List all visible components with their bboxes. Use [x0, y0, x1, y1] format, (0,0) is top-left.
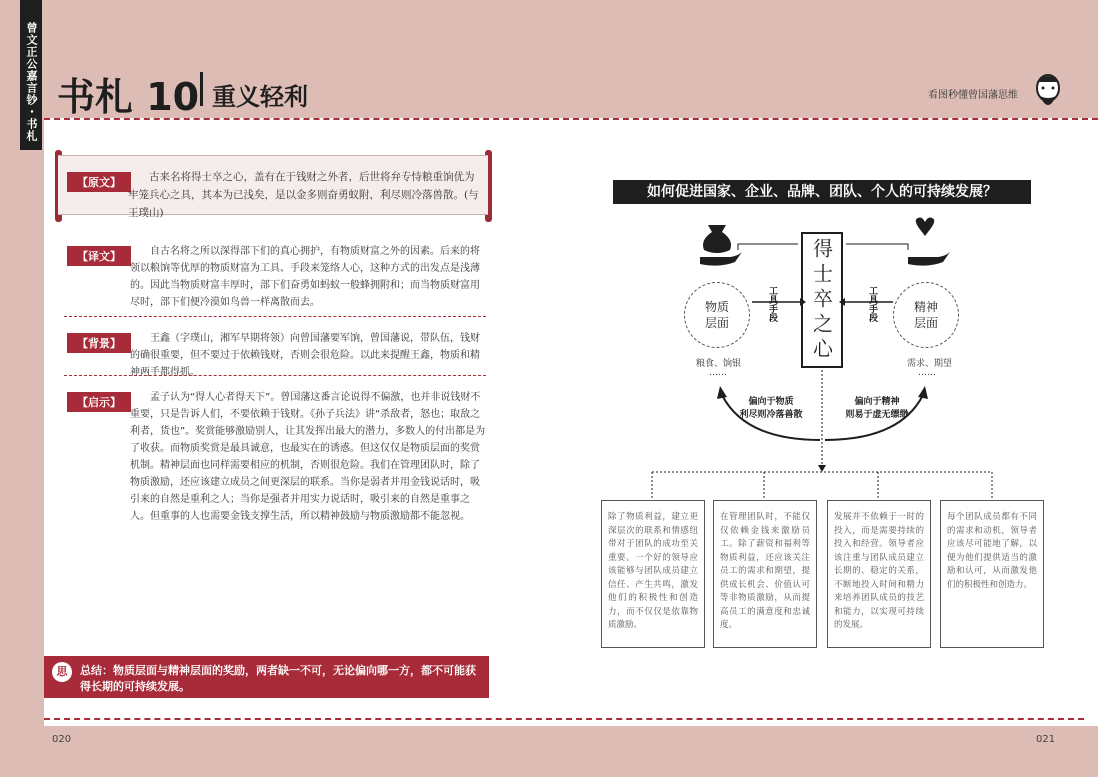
tool-label-right: 工具手段 [867, 286, 877, 322]
background-tag: 【背景】 [67, 333, 131, 353]
bias-spiritual-line1: 偏向于精神 [854, 397, 900, 407]
material-circle-label: 物质层面 [704, 300, 729, 330]
original-tag: 【原文】 [67, 172, 131, 192]
bias-spiritual-line2: 则易于虚无缥缈 [845, 410, 909, 420]
spiritual-dots: …… [918, 368, 936, 378]
translation-text: 自古名将之所以深得部下们的真心拥护，有物质财富之外的因素。后来的将领以粮饷等优厚的物质财富为工具、手段来笼络人心，这种方式的出发点是浅薄的。因此当物质财富丰厚时，部下们奋勇如蚂蚁一般蜂拥附和；而当物质财富用尽时，部下们便冷漠如鸟兽一样离散而去。 [130, 246, 480, 308]
series-label: 看图秒懂曾国藩思维 [928, 90, 1018, 101]
center-box: 得士卒之心 [801, 232, 843, 368]
bias-spiritual [834, 396, 920, 422]
bias-material-line1: 偏向于物质 [748, 397, 794, 407]
page-number-right: 021 [1036, 734, 1056, 745]
insight-card: 发展并不依赖于一时的投入，而是需要持续的投入和经营。领导者应该注重与团队成员建立长期的、稳定的关系，不断地投入时间和精力来培养团队成员的技艺和能力，以实现可持续的发展。 [827, 500, 931, 648]
insight-tag: 【启示】 [67, 392, 131, 412]
insight-card: 每个团队成员都有不同的需求和动机，领导者应该尽可能地了解，以便为他们提供适当的激励和认可，从而激发他们的积极性和创造力。 [940, 500, 1044, 648]
material-circle [684, 282, 750, 348]
summary-box: 总结：物质层面与精神层面的奖励，两者缺一不可，无论偏向哪一方，都不可能获得长期的可持续发展。 [44, 656, 489, 698]
page-number-left: 020 [52, 734, 72, 745]
material-items: 粮食、饷银 [696, 359, 742, 369]
spiritual-items: 需求、期望 [907, 359, 953, 369]
spine-label: 曾文正公嘉言钞・书札 [20, 0, 42, 150]
material-dots: …… [709, 368, 727, 378]
spiritual-circle [893, 282, 959, 348]
insight-text: 孟子认为“得人心者得天下”。曾国藩这番言论说得不偏激，也并非说钱财不重要，只是告诉人们，不要依赖于钱财。《孙子兵法》讲“杀敌者，怒也；取敌之利者，货也”。奖赏能够激励别人，让其发挥出最大的潜力，多数人的付出都是为了收获。而物质奖赏是最具诚意，也最实在的诱惑。但这仅仅是物质层面的奖赏机制。精神层面也同样需要相应的机制，否则很危险。我们在管理团队时，除了物质激励，还应该建立成员之间更深层的联系。当你是弱者并用金钱说话时，吸引来的自然是重利之人；当你是强者并用实力说话时，吸引来的自然是重事之人。但重事的人也需要金钱支撑生活，所以精神鼓励与物质激励都不能忽视。 [130, 392, 486, 522]
bias-material-line2: 利尽则冷落兽散 [739, 410, 803, 420]
page-title: 书札 10 [57, 75, 200, 119]
heart-hand-icon [908, 218, 950, 266]
bias-material [728, 396, 814, 422]
money-bag-icon [700, 225, 742, 266]
insight-card: 除了物质利益，建立更深层次的联系和情感纽带对于团队的成功至关重要。一个好的领导应该能够与团队成员建立信任、产生共鸣，激发他们的积极性和创造力，而不仅仅是依靠物质激励。 [601, 500, 705, 648]
background-text: 王鑫（字璞山，湘军早期将领）向曾国藩要军饷，曾国藩说，带队伍，钱财的确很重要，但不要过于依赖钱财，否则会很危险。以此来提醒王鑫，物质和精神两手都得抓。 [130, 333, 480, 378]
insight-card: 在管理团队时，不能仅仅依赖金钱来激励员工。除了薪资和福利等物质利益，还应该关注员工的需求和期望，提供成长机会、价值认可等非物质激励，从而提高员工的满意度和忠诚度。 [713, 500, 817, 648]
summary-icon: 思 [52, 662, 72, 682]
original-text: 古来名将得士卒之心，盖有在于钱财之外者，后世将弁专恃粮重饷优为牢笼兵心之具，其本为已浅矣，是以金多则奋勇蚁附，利尽则冷落兽散。(与王璞山) [128, 171, 479, 219]
translation-tag: 【译文】 [67, 246, 131, 266]
page-subtitle: 重义轻利 [212, 83, 308, 111]
spiritual-circle-label: 精神层面 [913, 300, 938, 330]
tool-label-left: 工具手段 [767, 286, 777, 322]
question-banner: 如何促进国家、企业、品牌、团队、个人的可持续发展？ [613, 180, 1031, 204]
